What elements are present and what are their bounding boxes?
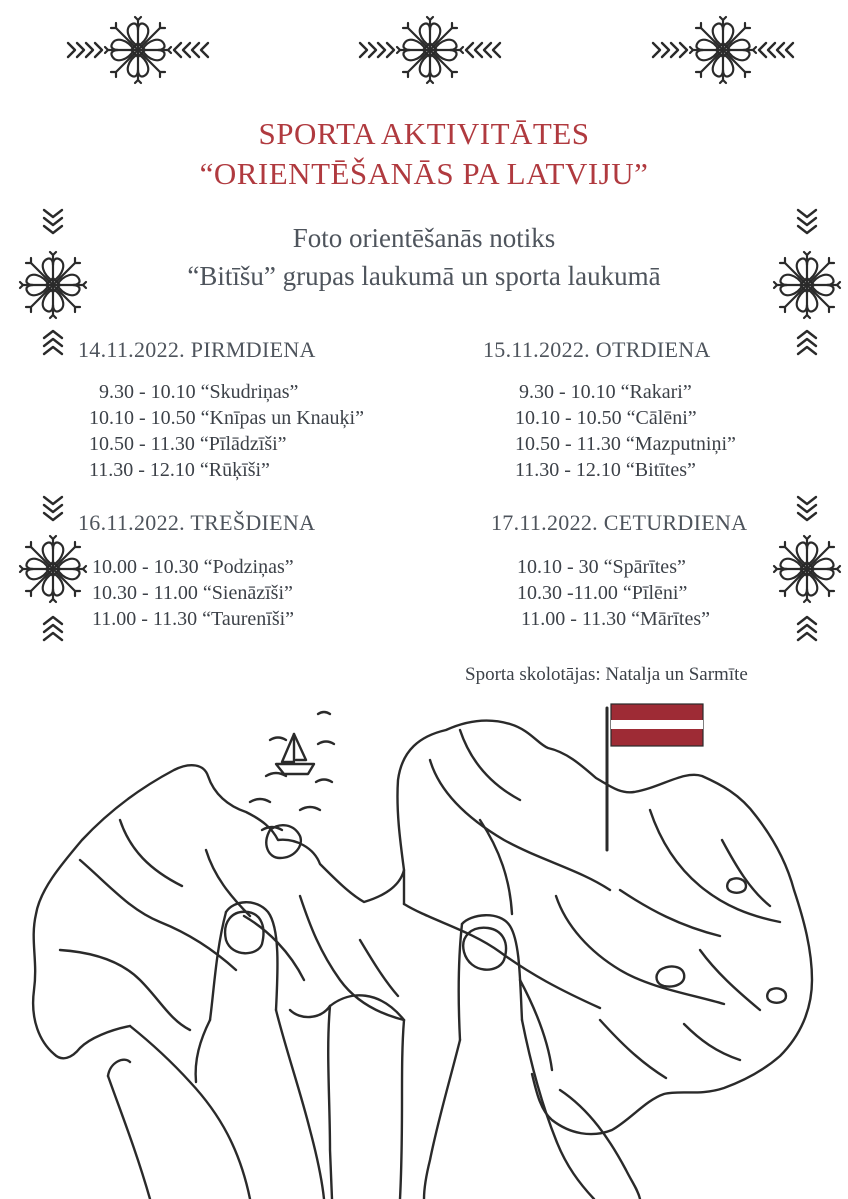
chevron-arrows-icon xyxy=(44,331,62,354)
map-outline-west xyxy=(33,765,404,1058)
chevron-arrows-icon xyxy=(466,43,500,57)
time-slot: 10.00 - 10.30 “Podziņas” xyxy=(92,556,294,578)
time-slot: 11.30 - 12.10 “Bitītes” xyxy=(515,459,696,481)
day-heading: 17.11.2022. CETURDIENA xyxy=(491,510,748,535)
time-slot: 9.30 - 10.10 “Skudriņas” xyxy=(99,381,299,403)
chevron-arrows-icon xyxy=(68,43,102,57)
chevron-arrows-icon xyxy=(798,210,816,233)
chevron-arrows-icon xyxy=(174,43,208,57)
time-slot: 10.10 - 10.50 “Knīpas un Knauķi” xyxy=(89,407,364,429)
time-slot: 10.10 - 30 “Spārītes” xyxy=(517,556,686,578)
chevron-arrows-icon xyxy=(44,497,62,520)
sea-waves xyxy=(250,712,334,830)
teachers-credit: Sporta skolotājas: Natalja un Sarmīte xyxy=(465,664,748,685)
title-line-2: “ORIENTĒŠANĀS PA LATVIJU” xyxy=(199,156,649,191)
top-ornament-center xyxy=(352,15,512,85)
left-hand xyxy=(108,902,324,1199)
top-ornament-left xyxy=(60,15,220,85)
title-line-1: SPORTA AKTIVITĀTES xyxy=(258,116,590,151)
side-ornament-left-upper xyxy=(18,207,88,357)
latvian-sun-ornament-icon xyxy=(20,536,86,602)
chevron-arrows-icon xyxy=(360,43,394,57)
side-ornament-right-lower xyxy=(772,494,842,644)
day-heading: 14.11.2022. PIRMDIENA xyxy=(78,337,316,362)
subtitle-line-1: Foto orientēšanās notiks xyxy=(292,223,556,253)
latvian-sun-ornament-icon xyxy=(105,17,171,83)
time-slot: 11.00 - 11.30 “Taurenīši” xyxy=(92,608,295,630)
time-slot: 10.50 - 11.30 “Mazputniņi” xyxy=(515,433,736,455)
time-slot: 10.50 - 11.30 “Pīlādzīši” xyxy=(89,433,287,455)
top-ornament-right xyxy=(645,15,805,85)
latvian-sun-ornament-icon xyxy=(774,536,840,602)
sailboat-icon xyxy=(276,734,314,774)
day-block-monday xyxy=(78,337,364,483)
chevron-arrows-icon xyxy=(759,43,793,57)
chevron-arrows-icon xyxy=(653,43,687,57)
chevron-arrows-icon xyxy=(798,617,816,640)
latvian-sun-ornament-icon xyxy=(397,17,463,83)
chevron-arrows-icon xyxy=(798,497,816,520)
day-block-tuesday xyxy=(483,337,736,483)
day-block-wednesday xyxy=(78,510,315,632)
time-slot: 10.30 - 11.00 “Sienāzīši” xyxy=(92,582,293,604)
latvian-sun-ornament-icon xyxy=(690,17,756,83)
day-heading: 16.11.2022. TREŠDIENA xyxy=(78,510,316,535)
time-slot: 9.30 - 10.10 “Rakari” xyxy=(519,381,692,403)
chevron-arrows-icon xyxy=(44,617,62,640)
time-slot: 11.00 - 11.30 “Mārītes” xyxy=(521,608,711,630)
latvian-flag-icon xyxy=(611,704,703,746)
latvian-sun-ornament-icon xyxy=(774,252,840,318)
subtitle-line-2: “Bitīšu” grupas laukumā un sporta laukumā xyxy=(187,261,661,291)
day-heading: 15.11.2022. OTRDIENA xyxy=(483,337,711,362)
time-slot: 10.30 -11.00 “Pīlēni” xyxy=(517,582,688,604)
time-slot: 10.10 - 10.50 “Cālēni” xyxy=(515,407,697,429)
day-block-thursday xyxy=(491,510,747,632)
time-slot: 11.30 - 12.10 “Rūķīši” xyxy=(89,459,270,481)
side-ornament-right-upper xyxy=(772,207,842,357)
latvian-sun-ornament-icon xyxy=(20,252,86,318)
chevron-arrows-icon xyxy=(798,331,816,354)
chevron-arrows-icon xyxy=(44,210,62,233)
right-hand xyxy=(424,915,640,1199)
map-outline-east xyxy=(397,721,812,1134)
map-illustration xyxy=(0,690,848,1199)
